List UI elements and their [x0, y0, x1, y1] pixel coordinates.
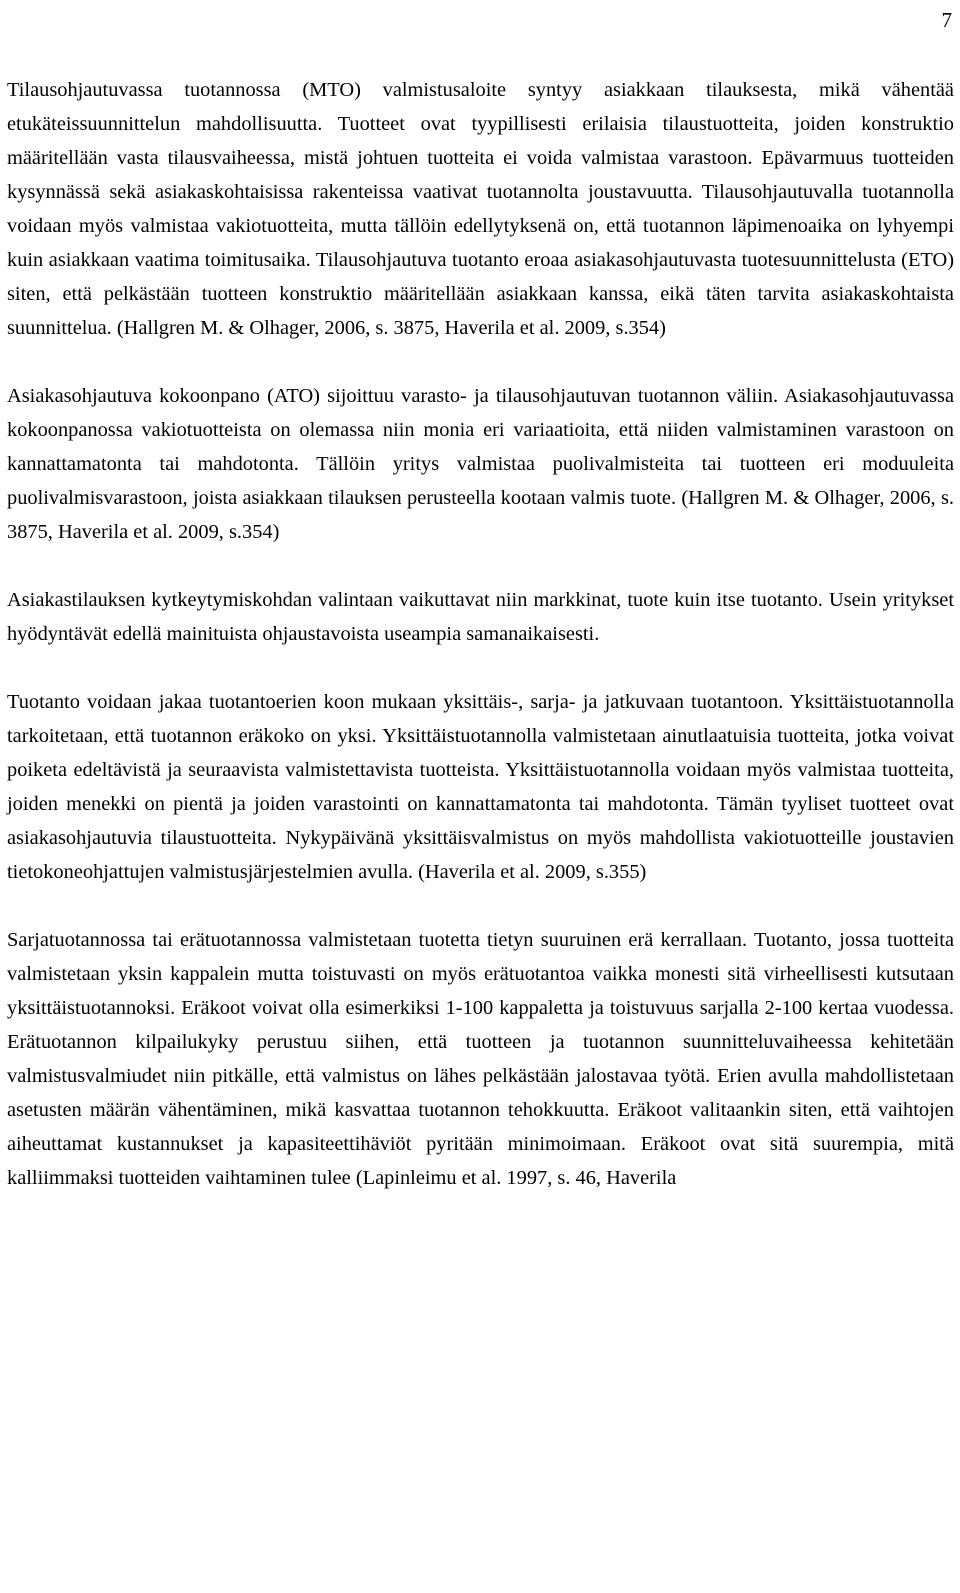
document-body [7, 73, 954, 1195]
page-number: 7 [941, 8, 952, 32]
paragraph-production-types: Tuotanto voidaan jakaa tuotantoerien koon mukaan yksittäis-, sarja- ja jatkuvaan tuotantoon. Yksittäistuotannolla tarkoitetaan, että tuotannon eräkoko on yksi. Yksittäistuotannolla valmistetaan ainutlaatuisia tuotteita, jotka voivat poiketa edeltävistä ja seuraavista valmistettavista tuotteista. Yksittäistuotannolla voidaan myös valmistaa tuotteita, joiden menekki on pientä ja joiden varastointi on kannattamatonta tai mahdotonta. Tämän tyyliset tuotteet ovat asiakasohjautuvia tilaustuotteita. Nykypäivänä yksittäisvalmistus on myös mahdollista vakiotuotteille joustavien tietokoneohjattujen valmistusjärjestelmien avulla. (Haverila et al. 2009, s.355) [7, 691, 954, 883]
paragraph-ato: Asiakasohjautuva kokoonpano (ATO) sijoittuu varasto- ja tilausohjautuvan tuotannon väliin. Asiakasohjautuvassa kokoonpanossa vakiotuotteista on olemassa niin monia eri variaatioita, että niiden valmistaminen varastoon on kannattamatonta tai mahdotonta. Tällöin yritys valmistaa puolivalmisteita tai tuotteen eri moduuleita puolivalmisvarastoon, joista asiakkaan tilauksen perusteella kootaan valmis tuote. (Hallgren M. & Olhager, 2006, s. 3875, Haverila et al. 2009, s.354) [7, 385, 954, 543]
paragraph-decoupling-point: Asiakastilauksen kytkeytymiskohdan valintaan vaikuttavat niin markkinat, tuote kuin itse tuotanto. Usein yritykset hyödyntävät edellä mainituista ohjaustavoista useampia samanaikaisesti. [7, 589, 954, 645]
paragraph-mto: Tilausohjautuvassa tuotannossa (MTO) valmistusaloite syntyy asiakkaan tilauksesta, mikä vähentää etukäteissuunnittelun mahdollisuutta. Tuotteet ovat tyypillisesti erilaisia tilaustuotteita, joiden konstruktio määritellään vasta tilausvaiheessa, mistä johtuen tuotteita ei voida valmistaa varastoon. Epävarmuus tuotteiden kysynnässä sekä asiakaskohtaisissa rakenteissa vaativat tuotannolta joustavuutta. Tilausohjautuvalla tuotannolla voidaan myös valmistaa vakiotuotteita, mutta tällöin edellytyksenä on, että tuotannon läpimenoaika on lyhyempi kuin asiakkaan vaatima toimitusaika. Tilausohjautuva tuotanto eroaa asiakasohjautuvasta tuotesuunnittelusta (ETO) siten, että pelkästään tuotteen konstruktio määritellään asiakkaan kanssa, eikä täten tarvita asiakaskohtaista suunnittelua. (Hallgren M. & Olhager, 2006, s. 3875, Haverila et al. 2009, s.354) [7, 79, 954, 339]
paragraph-batch-production: Sarjatuotannossa tai erätuotannossa valmistetaan tuotetta tietyn suuruinen erä kerrallaan. Tuotanto, jossa tuotteita valmistetaan yksin kappalein mutta toistuvasti on myös erätuotantoa vaikka monesti sitä virheellisesti kutsutaan yksittäistuotannoksi. Eräkoot voivat olla esimerkiksi 1-100 kappaletta ja toistuvuus sarjalla 2-100 kertaa vuodessa. Erätuotannon kilpailukyky perustuu siihen, että tuotteen ja tuotannon suunnitteluvaiheessa kehitetään valmistusvalmiudet niin pitkälle, että valmistus on lähes pelkästään jalostavaa työtä. Erien avulla mahdollistetaan asetusten määrän vähentäminen, mikä kasvattaa tuotannon tehokkuutta. Eräkoot valitaankin siten, että vaihtojen aiheuttamat kustannukset ja kapasiteettihäviöt pyritään minimoimaan. Eräkoot ovat sitä suurempia, mitä kalliimmaksi tuotteiden vaihtaminen tulee (Lapinleimu et al. 1997, s. 46, Haverila [7, 929, 954, 1189]
